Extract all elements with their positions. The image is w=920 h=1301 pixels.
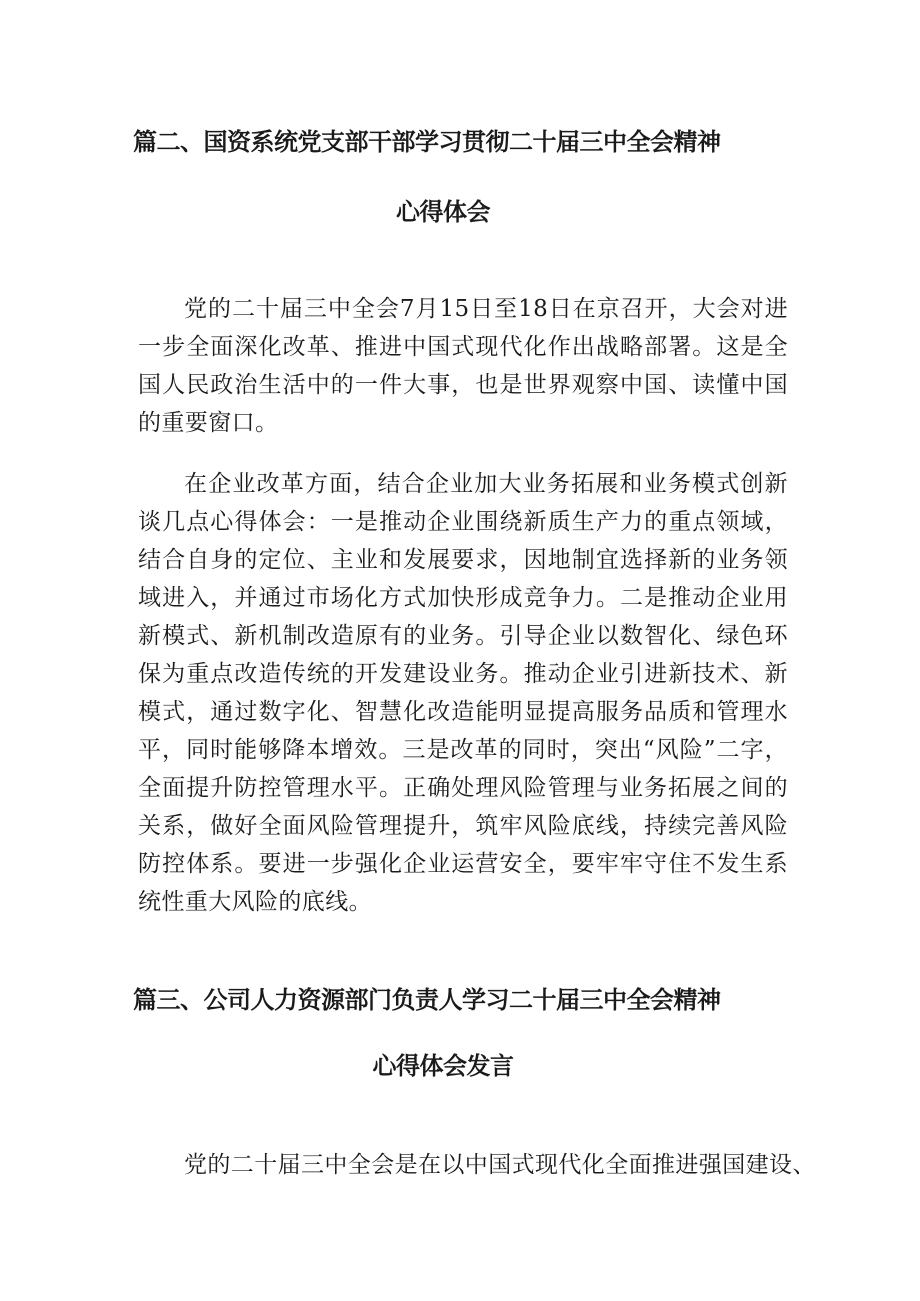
section3-paragraph-1: 党的二十届三中全会是在以中国式现代化全面推进强国建设、 [184, 1152, 816, 1178]
section2-title-line1: 篇二、国资系统党支部干部学习贯彻二十届三中全会精神 [133, 128, 721, 156]
section3-title-line2: 心得体会发言 [372, 1052, 514, 1080]
section3-title-line1: 篇三、公司人力资源部门负责人学习二十届三中全会精神 [133, 986, 721, 1014]
section2-title-line2: 心得体会 [396, 198, 490, 226]
section2-paragraph-2: 在企业改革方面，结合企业加大业务拓展和业务模式创新谈几点心得体会：一是推动企业围绕新质生产力的重点领域，结合自身的定位、主业和发展要求，因地制宜选择新的业务领域进入，并通过市场化方式加快形成竞争力。二是推动企业用新模式、新机制改造原有的业务。引导企业以数智化、绿色环保为重点改造传统的开发建设业务。推动企业引进新技术、新模式，通过数字化、智慧化改造能明显提高服务品质和管理水平，同时能够降本增效。三是改革的同时，突出“风险”二字，全面提升防控管理水平。正确处理风险管理与业务拓展之间的关系，做好全面风险管理提升，筑牢风险底线，持续完善风险防控体系。要进一步强化企业运营安全，要牢牢守住不发生系统性重大风险的底线。 [138, 471, 788, 915]
section2-paragraph-1: 党的二十届三中全会7月15日至18日在京召开，大会对进一步全面深化改革、推进中国式现代化作出战略部署。这是全国人民政治生活中的一件大事，也是世界观察中国、读懂中国的重要窗口。 [138, 296, 788, 436]
